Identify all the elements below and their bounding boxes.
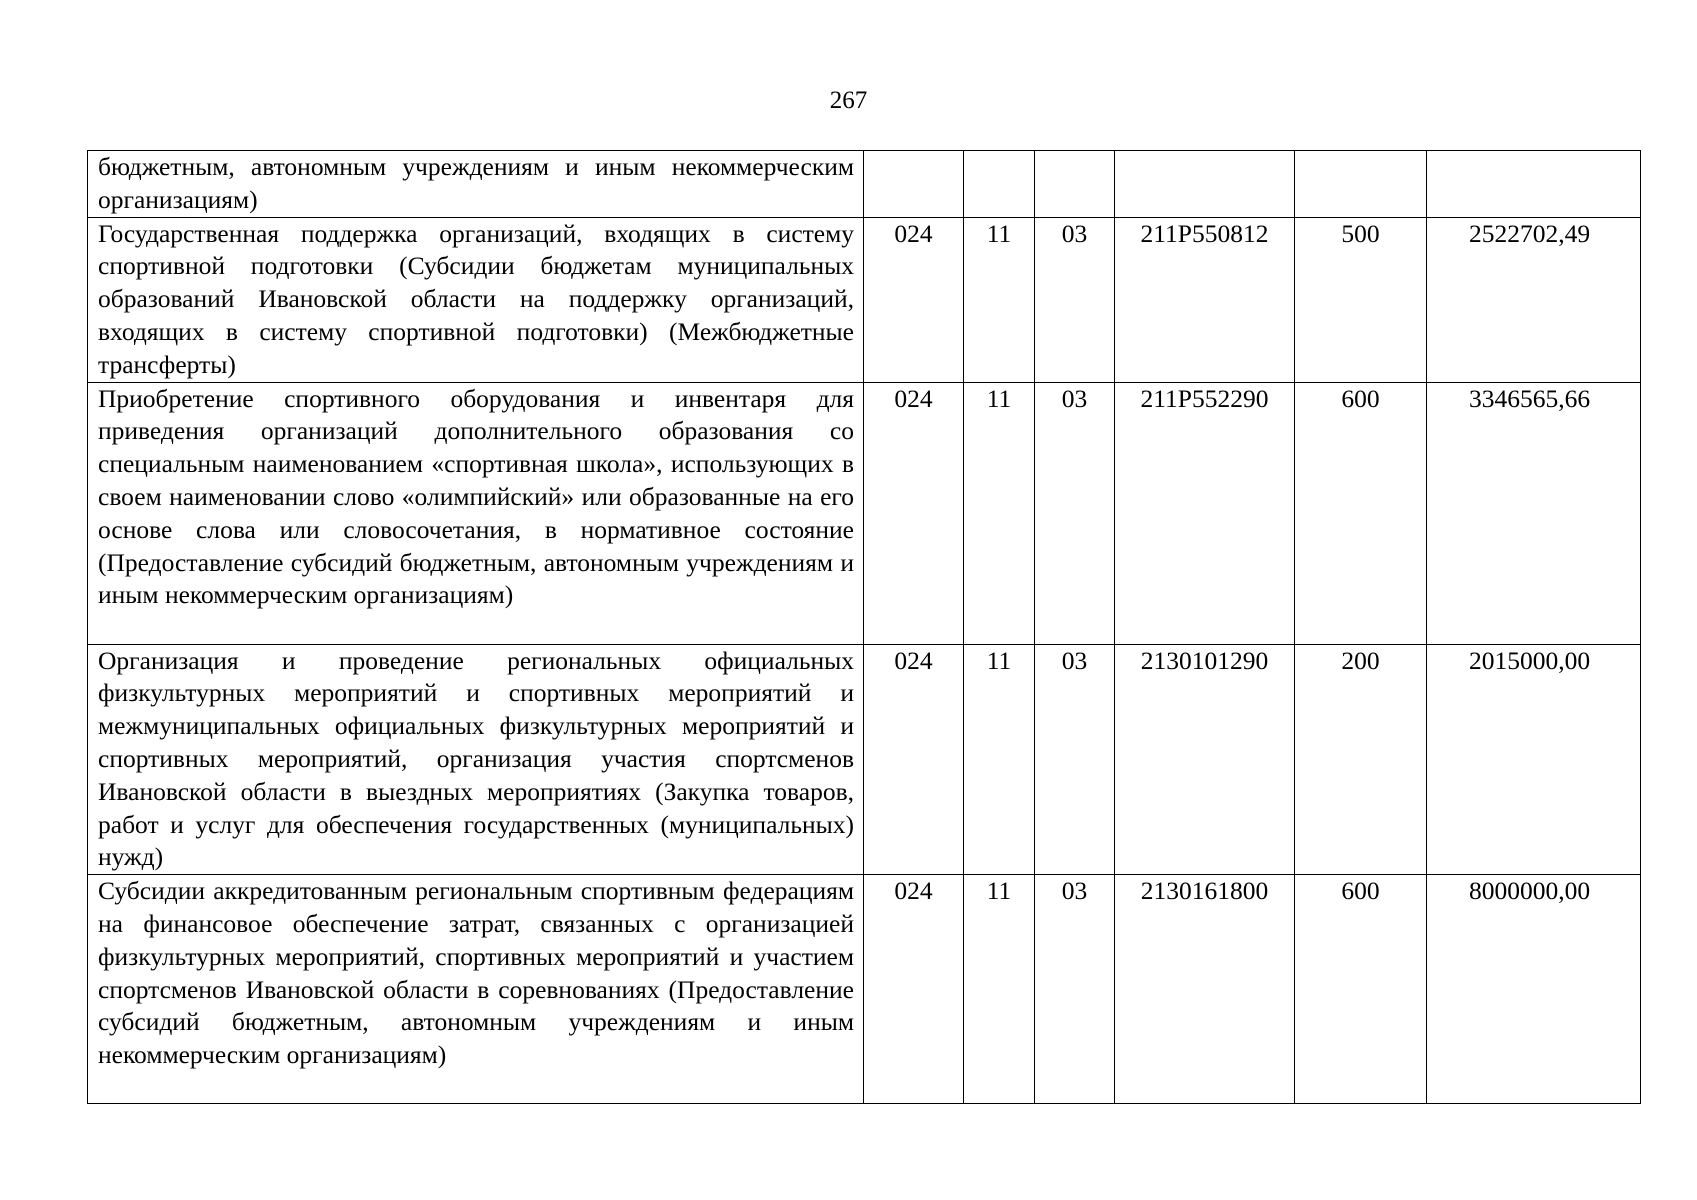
row-grbs [864,151,964,218]
page-number: 267 [829,87,868,114]
row-section: 11 [964,644,1035,875]
row-description: бюджетным, автономным учреждениям и иным некоммерческим организациям) [88,151,864,218]
row-grbs: 024 [864,644,964,875]
row-section: 11 [964,875,1035,1104]
row-target-article: 211P552290 [1115,382,1295,644]
row-expense-type: 500 [1295,217,1427,382]
row-grbs: 024 [864,382,964,644]
row-expense-type [1295,151,1427,218]
row-expense-type: 600 [1295,382,1427,644]
row-grbs: 024 [864,217,964,382]
row-amount: 8000000,00 [1427,875,1641,1104]
row-description: Государственная поддержка организаций, входящих в систему спортивной подготовки (Субсидии бюджетам муниципальных образований Ивановской области на поддержку организаций, входящих в систему спортивной подготовки) (Межбюджетные трансферты) [88,217,864,382]
row-section: 11 [964,217,1035,382]
table-row [88,217,1641,382]
budget-table [87,150,1641,1104]
row-subsection: 03 [1035,644,1115,875]
table-row [88,382,1641,644]
row-section [964,151,1035,218]
row-target-article: 2130161800 [1115,875,1295,1104]
row-expense-type: 200 [1295,644,1427,875]
table-row [88,151,1641,218]
table-row [88,644,1641,875]
row-subsection: 03 [1035,382,1115,644]
row-description: Организация и проведение региональных официальных физкультурных мероприятий и спортивных мероприятий и межмуниципальных официальных физкультурных мероприятий и спортивных мероприятий, организация участия спортсменов Ивановской области в выездных мероприятиях (Закупка товаров, работ и услуг для обеспечения государственных (муниципальных) нужд) [88,644,864,875]
row-grbs: 024 [864,875,964,1104]
row-amount: 3346565,66 [1427,382,1641,644]
row-amount: 2015000,00 [1427,644,1641,875]
row-expense-type: 600 [1295,875,1427,1104]
row-subsection [1035,151,1115,218]
table-row [88,875,1641,1104]
row-subsection: 03 [1035,875,1115,1104]
row-amount [1427,151,1641,218]
row-description: Приобретение спортивного оборудования и инвентаря для приведения организаций дополнительного образования со специальным наименованием «спортивная школа», использующих в своем наименовании слово «олимпийский» или образованные на его основе слова или словосочетания, в нормативное состояние (Предоставление субсидий бюджетным, автономным учреждениям и иным некоммерческим организациям) [88,382,864,644]
row-amount: 2522702,49 [1427,217,1641,382]
row-subsection: 03 [1035,217,1115,382]
row-description: Субсидии аккредитованным региональным спортивным федерациям на финансовое обеспечение затрат, связанных с организацией физкультурных мероприятий, спортивных мероприятий и участием спортсменов Ивановской области в соревнованиях (Предоставление субсидий бюджетным, автономным учреждениям и иным некоммерческим организациям) [88,875,864,1104]
row-target-article [1115,151,1295,218]
row-target-article: 2130101290 [1115,644,1295,875]
row-section: 11 [964,382,1035,644]
row-target-article: 211P550812 [1115,217,1295,382]
